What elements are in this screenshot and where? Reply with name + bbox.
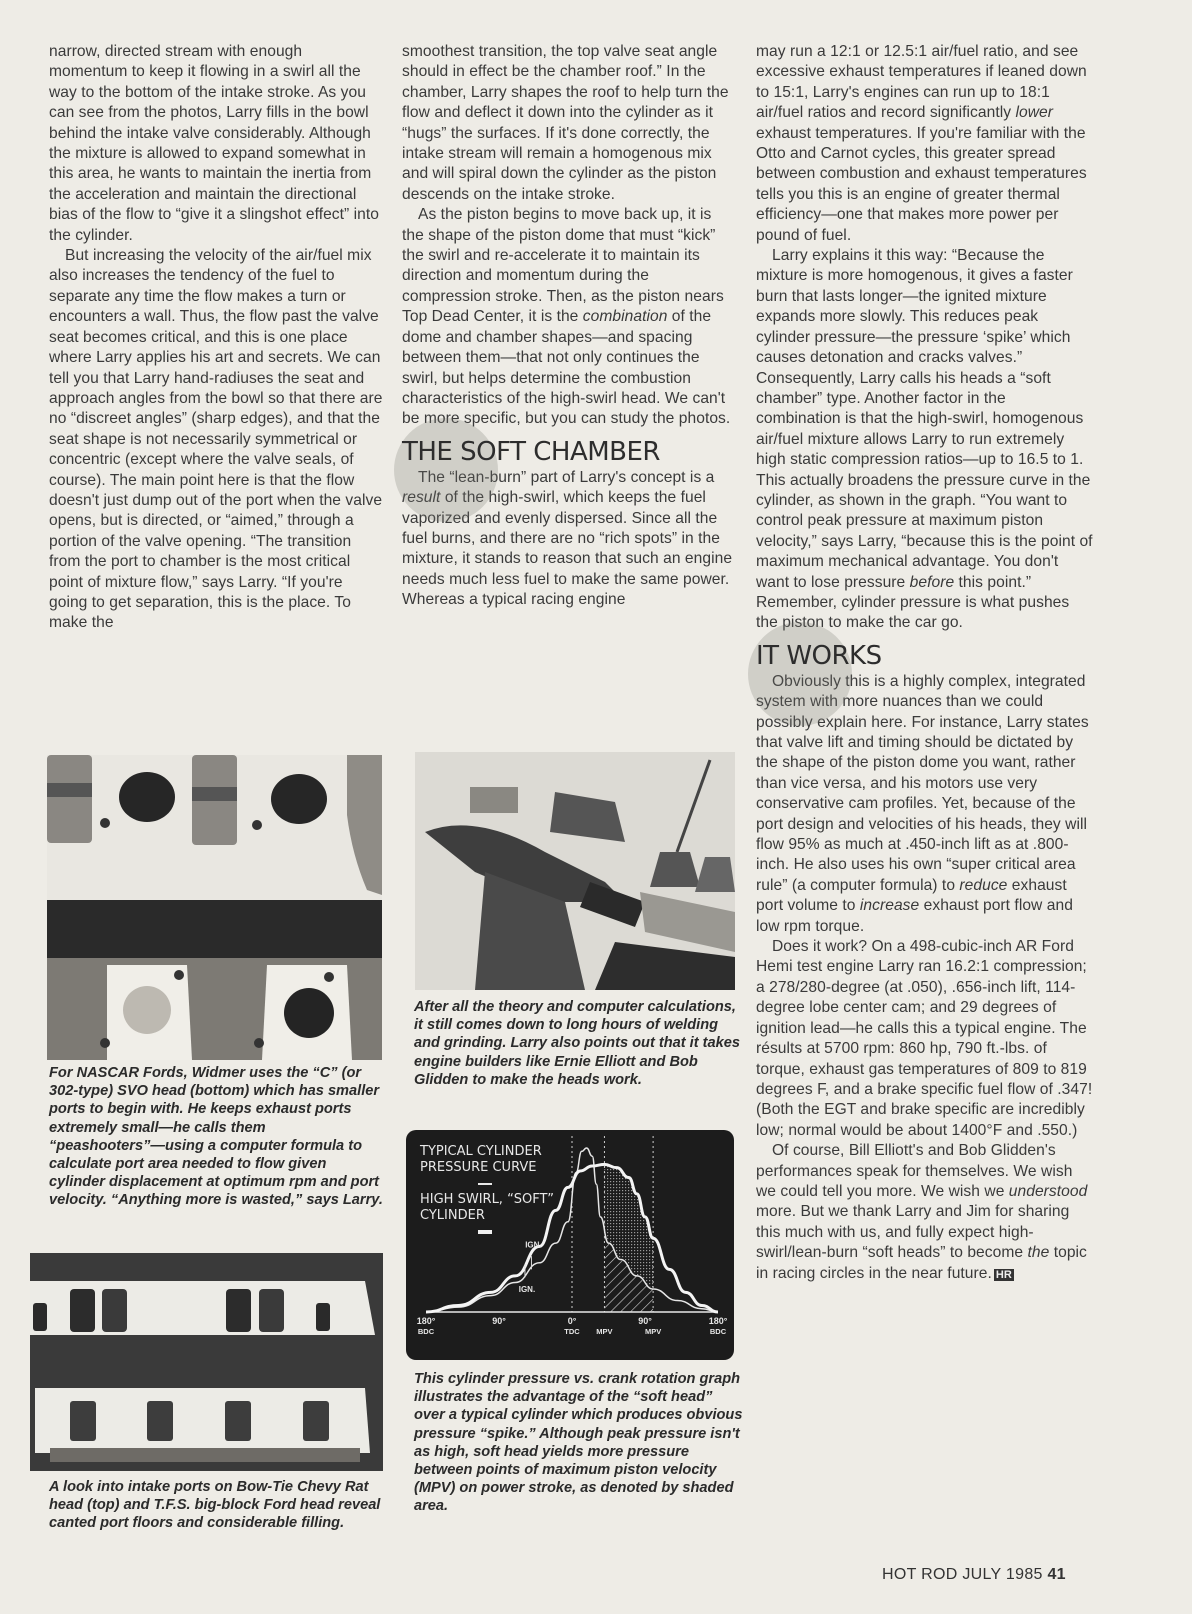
- emphasis: the: [1027, 1244, 1050, 1262]
- heading-text: IT WORKS: [756, 640, 882, 671]
- x-tick-sublabel: MPV: [596, 1327, 613, 1336]
- intake-port: [70, 1289, 95, 1332]
- exhaust-port-hole: [271, 774, 327, 824]
- bolt-hole: [174, 970, 184, 980]
- end-mark: HR: [995, 1268, 1012, 1281]
- x-tick-label: 0°: [567, 1316, 577, 1326]
- exhaust-port-hole: [284, 988, 334, 1038]
- text-run: Of course, Bill Elliott's and Bob Glidden's performances speak for themselves. We wish we could tell you more. We wish we: [756, 1142, 1073, 1200]
- welding-grinding-illustration: [415, 752, 735, 990]
- chart-legend: [420, 1144, 570, 1234]
- legend-swatch-thin: [478, 1183, 492, 1185]
- paragraph: [402, 205, 735, 429]
- x-tick-sublabel: TDC: [564, 1327, 580, 1336]
- svo-head-photo: [47, 755, 382, 1060]
- text-run: this point.” Remember, cylinder pressure is what pushes the piston to make the car go.: [756, 573, 1070, 632]
- paragraph: [756, 246, 1094, 634]
- intake-ports-photo: [30, 1253, 383, 1471]
- page-number: 41: [1047, 1566, 1066, 1583]
- bolt-hole: [324, 972, 334, 982]
- intake-port: [226, 1289, 251, 1332]
- svo-head-caption: For NASCAR Fords, Widmer uses the “C” (or 302-type) SVO head (bottom) which has smaller ports to begin with. He keeps exhaust ports extremely small—he calls them “peashooters”—using a computer formula to calculate port area needed to flow given cylinder displacement at optimum rpm and port velocity. “Anything more is wasted,” says Larry.: [49, 1065, 383, 1209]
- x-tick-sublabel: MPV: [644, 1327, 662, 1336]
- bolt-hole: [254, 1038, 264, 1048]
- paragraph: [756, 1141, 1094, 1285]
- text-run: The “lean-burn” part of Larry's concept is a: [418, 468, 715, 486]
- x-tick-labels: [417, 1316, 728, 1336]
- text-run: exhaust temperatures. If you're familiar with the Otto and Carnot cycles, this greater spread between combustion and exhaust temperatures tells you this is an engine of greater thermal efficiency—one that makes more power per pound of fuel.: [756, 124, 1087, 244]
- intake-port: [147, 1401, 173, 1441]
- heading-text: THE SOFT CHAMBER: [402, 436, 660, 467]
- text-run: exhaust port flow and low rpm torque.: [756, 897, 1073, 935]
- magazine-issue: HOT ROD JULY 1985: [882, 1566, 1043, 1583]
- column-3-text: [756, 42, 1094, 1285]
- ignition-annotation: IGN.: [525, 1240, 542, 1250]
- x-tick-label: 180°: [708, 1316, 728, 1326]
- legend-swatch-thick: [478, 1230, 492, 1234]
- pressure-curve-chart: [406, 1130, 734, 1360]
- x-tick-label: 90°: [492, 1316, 506, 1326]
- emphasis: increase: [859, 897, 920, 915]
- mpv-shaded-region: [604, 1164, 653, 1312]
- text-run: As the piston begins to move back up, it is the shape of the piston dome that must “kick” the swirl and re-accelerate it to maintain its direction and momentum during the compression stroke. Then, as the piston nears Top Dead Center, it is the: [402, 206, 724, 326]
- heading-dot-decoration: [748, 622, 852, 726]
- dark-divider-band: [47, 900, 382, 958]
- text-run: Larry explains it this way: “Because the mixture is more homogenous, it gives a faster burn that lasts longer—the ignited mixture expands more slowly. This reduces peak cylinder pressure—the pressure ‘spike’ which causes detonation and cracks valves.” Consequently, Larry calls his heads a “soft chamber” type. Another factor in the combination is that the high-swirl, homogenous air/fuel mixture allows Larry to run extremely high static compression ratios—up to 16.5 to 1. This actually broadens the pressure curve in the cylinder, as shown in the graph. “You want to control peak pressure at maximum piston velocity,” says Larry, “because this is the point of maximum mechanical advantage. You don't want to lose pressure: [756, 247, 1093, 591]
- paragraph: smoothest transition, the top valve seat angle should in effect be the chamber roof.” In the chamber, Larry shapes the roof to help turn the flow and deflect it down into the cylinder as it “hugs” the surfaces. If it's done correctly, the intake stream will remain a homogenous mix and will spiral down the cylinder as the piston descends on the intake stroke.: [402, 43, 729, 203]
- intake-port-heads-illustration: [30, 1253, 383, 1471]
- intake-port: [102, 1289, 127, 1332]
- emphasis: understood: [1008, 1182, 1088, 1200]
- casting-edge: [347, 755, 382, 895]
- text-run: more. But we thank Larry and Jim for sharing this much with us, and fully expect high-swirl/lean-burn “soft heads” to become: [756, 1203, 1070, 1262]
- text-run: Obviously this is a highly complex, integrated system with more nuances than we could possibly explain here. For instance, Larry states that valve lift and timing should be dictated by the shape of the piston dome you want, rather than vice versa, and his motors use very conservative cam profiles. Yet, because of the port design and velocities of his heads, they will flow 95% as much at .450-inch lift as at .800-inch. He also uses his own “super critical area rule” (a computer formula) to: [756, 672, 1089, 894]
- intake-port: [316, 1303, 330, 1331]
- intake-port: [225, 1401, 251, 1441]
- paragraph: But increasing the velocity of the air/fuel mix also increases the tendency of the fuel to separate any time the flow makes a turn or encounters a wall. Thus, the flow past the valve seat becomes critical, and this is one place where Larry applies his art and secrets. We can tell you that Larry hand-radiuses the seat and approach angles from the bowl so that there are no “discreet angles” (sharp edges), and that the seat shape is not necessarily symmetrical or concentric (except where the valve seals, of course). The main point here is that the flow doesn't just dump out of the port when the valve opens, but is directed, or “aimed,” through a portion of the valve opening. “The transition from the port to chamber is the most critical point of mixture flow,” says Larry. “If you're going to get separation, this is the place. To make the: [49, 247, 383, 632]
- column-1-text: [49, 42, 384, 634]
- x-tick-sublabel: BDC: [417, 1327, 435, 1336]
- intake-ports-caption: A look into intake ports on Bow-Tie Chevy Rat head (top) and T.F.S. big-block Ford head reveal canted port floors and considerable filling.: [49, 1479, 381, 1532]
- exhaust-port-hole: [119, 772, 175, 822]
- paragraph: [756, 42, 1094, 246]
- intake-port: [303, 1401, 329, 1441]
- port-casting: [47, 755, 92, 843]
- section-heading-soft-chamber: [402, 436, 735, 468]
- intake-port: [33, 1303, 47, 1331]
- text-run: exhaust port volume to: [756, 876, 1067, 915]
- x-tick-sublabel: BDC: [709, 1327, 727, 1336]
- port-casting-shadow: [192, 787, 237, 801]
- bolt-hole: [100, 1038, 110, 1048]
- ignition-annotation: IGN.: [518, 1285, 536, 1295]
- emphasis: lower: [1015, 104, 1053, 122]
- welding-photo: [415, 752, 735, 990]
- wall-poster: [470, 787, 518, 813]
- intake-port: [259, 1289, 284, 1332]
- filled-port: [123, 986, 171, 1034]
- cylinder-head-ports-illustration: [47, 755, 382, 1060]
- paragraph: narrow, directed stream with enough momentum to keep it flowing in a swirl all the way to the bottom of the intake stroke. As you can see from the photos, Larry fills in the bowl behind the intake valve considerably. Although the mixture is allowed to expand somewhat in this area, he wants to maintain the inertia from the acceleration and maintain the directional bias of the flow to “give it a slingshot effect” into the cylinder.: [49, 43, 380, 244]
- text-run: of the dome and chamber shapes—and spacing between them—that not only continues the swirl, but helps determine the combustion characteristics of the high-swirl head. We can't be more specific, but you can study the photos.: [402, 308, 731, 428]
- legend-label-soft: HIGH SWIRL, “SOFT” CYLINDER: [420, 1192, 554, 1223]
- legend-label-typical: TYPICAL CYLINDER PRESSURE CURVE: [420, 1144, 542, 1175]
- section-heading-it-works: [756, 640, 1094, 672]
- emphasis: reduce: [959, 876, 1008, 894]
- emphasis: result: [402, 489, 441, 507]
- column-2-text: [402, 42, 735, 611]
- heading-dot-decoration: [394, 418, 498, 522]
- text-run: topic in racing circles in the near future.: [756, 1244, 1087, 1282]
- text-run: of the high-swirl, which keeps the fuel vaporized and evenly dispersed. Since all the fuel burns, and there are no “rich spots” in the mixture, it stands to reason that such an engine needs much less fuel to make the same power. Whereas a typical racing engine: [402, 489, 733, 609]
- port-casting-shadow: [47, 783, 92, 797]
- page-footer: [882, 1566, 1066, 1584]
- x-tick-label: 180°: [416, 1316, 436, 1326]
- welding-caption: After all the theory and computer calculations, it still comes down to long hours of welding and grinding. Larry also points out that it takes engine builders like Ernie Elliott and Bob Glidden to make the heads work.: [414, 999, 740, 1088]
- intake-port: [70, 1401, 96, 1441]
- text-run: may run a 12:1 or 12.5:1 air/fuel ratio, and see excessive exhaust temperatures if leaned down to 15:1, Larry's engines can run up to 18:1 air/fuel ratios and record significantly: [756, 43, 1087, 122]
- emphasis: before: [909, 573, 955, 591]
- bolt-hole: [252, 820, 262, 830]
- head-flange: [50, 1448, 360, 1462]
- x-tick-label: 90°: [638, 1316, 652, 1326]
- paragraph: Does it work? On a 498-cubic-inch AR Ford Hemi test engine Larry ran 16.2:1 compression; a 278/280-degree (at .050), .656-inch lift, 114-degree lobe center cam; and 29 degrees of ignition lead—he calls this a typical engine. The résults at 5700 rpm: 860 hp, 790 ft.-lbs. of torque, exhaust gas temperatures of 809 to 819 degrees F, and a brake specific fuel flow of .347! (Both the EGT and brake specific are incredibly low; normal would be about 1400°F and .550.): [756, 938, 1093, 1139]
- bolt-hole: [100, 818, 110, 828]
- emphasis: combination: [582, 308, 668, 326]
- graph-caption: This cylinder pressure vs. crank rotation graph illustrates the advantage of the “soft head” over a typical cylinder which produces obvious pressure “spike.” Although peak pressure isn't as high, soft head yields more pressure between points of maximum piston velocity (MPV) on power stroke, as denoted by shaded area.: [414, 1371, 743, 1515]
